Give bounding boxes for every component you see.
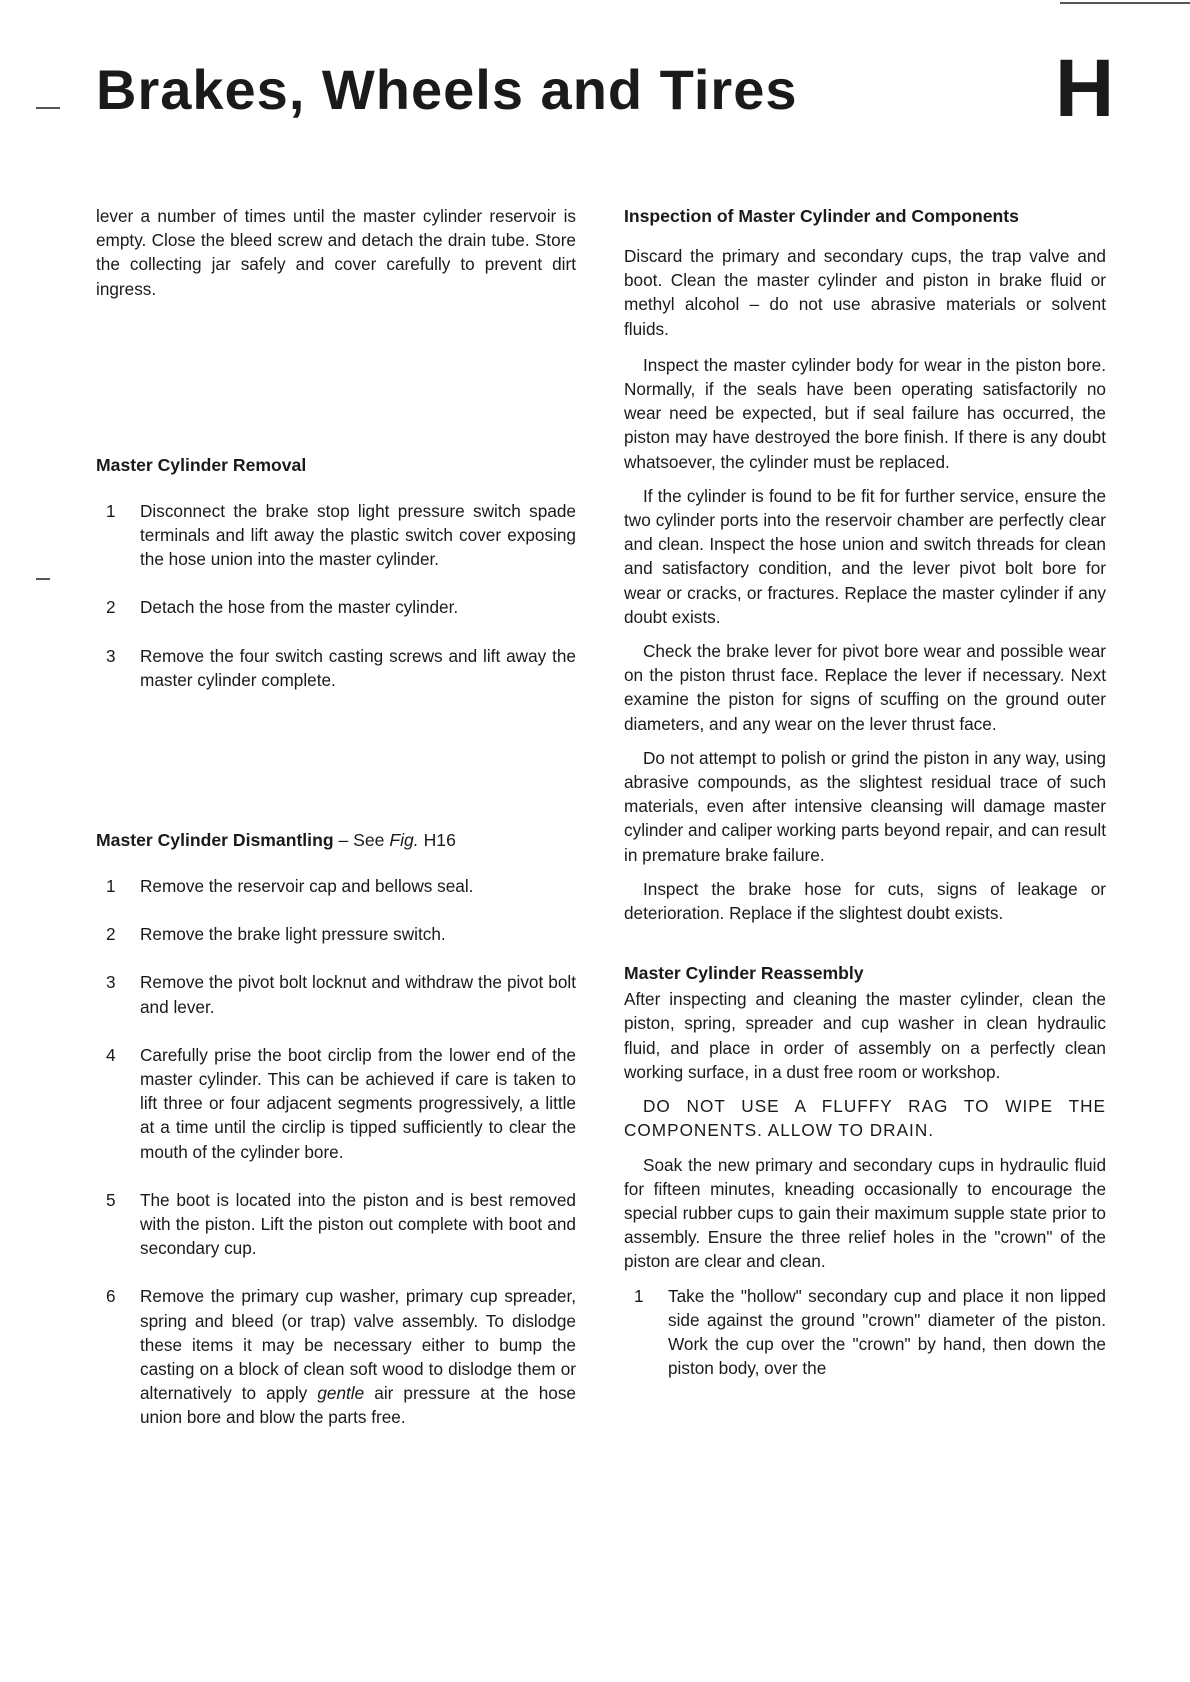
list-item: 4 Carefully prise the boot circlip from the lower end of the master cylinder. This can be achieved if care is taken to lift three or four adjacent segments progressively, a little at a time until the circlip is tipped sufficiently to clear the mouth of the cylinder bore. xyxy=(106,1044,576,1162)
list-item: 2 Remove the brake light pressure switch. xyxy=(106,924,446,945)
chapter-letter: H xyxy=(1055,43,1115,134)
list-item: 1 Take the "hollow" secondary cup and place it non lipped side against the ground "crown" diameter of the piston. Work the cup over the "crown" by hand, then down the piston body, over the xyxy=(634,1285,1106,1379)
list-item: 3 Remove the pivot bolt locknut and withdraw the pivot bolt and lever. xyxy=(106,972,576,1017)
right-column xyxy=(624,204,1106,1380)
paragraph: Do not attempt to polish or grind the piston in any way, using abrasive compounds, as the slightest residual trace of such materials, even after intensive cleansing will damage master cylinder and caliper working parts beyond repair, and can result in premature brake failure. xyxy=(624,747,1106,865)
list-item: 1 Disconnect the brake stop light pressure switch spade terminals and lift away the plastic switch cover exposing the hose union into the master cylinder. xyxy=(106,500,576,570)
reassembly-steps xyxy=(624,1284,1106,1381)
list-item: 1 Remove the reservoir cap and bellows seal. xyxy=(106,876,474,897)
section-heading-inspection: Inspection of Master Cylinder and Components xyxy=(624,206,1019,226)
paragraph: Check the brake lever for pivot bore wear and possible wear on the piston thrust face. Replace the lever if necessary. Next examine the piston for signs of scuffing on the ground outer diameters, and any wear on the lever thrust face. xyxy=(624,641,1106,734)
list-item: 3 Remove the four switch casting screws and lift away the master cylinder complete. xyxy=(106,645,576,690)
page-title: Brakes, Wheels and Tires xyxy=(96,58,798,121)
paragraph: Inspect the master cylinder body for wear in the piston bore. Normally, if the seals have been operating satisfactorily no wear need be expected, but if seal failure has occurred, the piston may have destroyed the bore finish. If there is any doubt whatsoever, the cylinder must be replaced. xyxy=(624,354,1106,472)
removal-steps xyxy=(96,499,576,692)
section-heading-reassembly: Master Cylinder Reassembly xyxy=(624,963,864,984)
list-item: 5 The boot is located into the piston and is best removed with the piston. Lift the piston out complete with boot and secondary cup. xyxy=(106,1189,576,1259)
dismantling-steps xyxy=(96,874,576,1430)
scan-mark xyxy=(36,578,50,580)
paragraph: If the cylinder is found to be fit for further service, ensure the two cylinder ports into the reservoir chamber are perfectly clear and clean. Inspect the hose union and switch threads for clean and satisfactory condition, and the lever pivot bolt bore for wear or cracks, or fractures. Replace the master cylinder if any doubt exists. xyxy=(624,485,1106,627)
paragraph: Soak the new primary and secondary cups in hydraulic fluid for fifteen minutes, kneading occasionally to encourage the special rubber cups to gain their maximum supple state prior to assembly. Ensure the three relief holes in the "crown" of the piston are clear and clean. xyxy=(624,1154,1106,1272)
paragraph: After inspecting and cleaning the master cylinder, clean the piston, spring, spreader and cup washer in clean hydraulic fluid, and place in order of assembly on a perfectly clean working surface, in a dust free room or workshop. xyxy=(624,989,1106,1082)
section-heading-removal: Master Cylinder Removal xyxy=(96,454,307,475)
list-item: 2 Detach the hose from the master cylinder. xyxy=(106,597,459,618)
section-heading-dismantling: Master Cylinder Dismantling – See Fig. H16 xyxy=(96,830,456,851)
scan-mark xyxy=(36,107,60,109)
warning-paragraph: DO NOT USE A FLUFFY RAG TO WIPE THE COMPONENTS. ALLOW TO DRAIN. xyxy=(624,1096,1106,1141)
left-column xyxy=(96,204,576,1430)
continued-paragraph: lever a number of times until the master cylinder reservoir is empty. Close the bleed screw and detach the drain tube. Store the collecting jar safely and cover carefully to prevent dirt ingress. xyxy=(96,206,576,299)
paragraph: Discard the primary and secondary cups, the trap valve and boot. Clean the master cylinder and piston in brake fluid or methyl alcohol – do not use abrasive materials or solvent fluids. xyxy=(624,246,1106,339)
scan-mark xyxy=(1060,2,1190,4)
paragraph: Inspect the brake hose for cuts, signs of leakage or deterioration. Replace if the slightest doubt exists. xyxy=(624,878,1106,924)
list-item: 6 Remove the primary cup washer, primary cup spreader, spring and bleed (or trap) valve assembly. To dislodge these items it may be necessary either to bump the casting on a block of clean soft wood to dislodge them or alternatively to apply gentle air pressure at the hose union bore and blow the parts free. xyxy=(106,1286,576,1428)
